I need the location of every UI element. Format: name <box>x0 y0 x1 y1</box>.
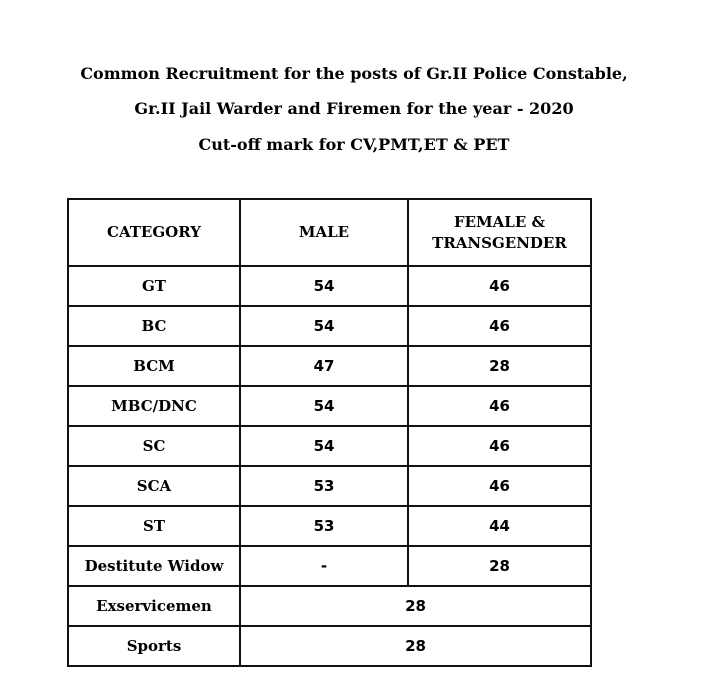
cutoff-table <box>67 198 592 667</box>
male-cell: 53 <box>240 506 408 546</box>
category-cell: ST <box>68 506 240 546</box>
header-female-transgender <box>408 199 591 266</box>
table-row <box>68 546 591 586</box>
merged-value-cell: 28 <box>240 626 591 666</box>
female-cell: 46 <box>408 386 591 426</box>
male-cell: 47 <box>240 346 408 386</box>
male-cell: 54 <box>240 426 408 466</box>
table-row <box>68 466 591 506</box>
female-cell: 28 <box>408 546 591 586</box>
header-category: CATEGORY <box>68 199 240 266</box>
female-cell: 46 <box>408 306 591 346</box>
table-row <box>68 306 591 346</box>
title-line-1: Common Recruitment for the posts of Gr.II Police Constable, <box>80 64 628 83</box>
title-line-3: Cut-off mark for CV,PMT,ET & PET <box>198 135 510 154</box>
table-row-merged <box>68 586 591 626</box>
category-cell: MBC/DNC <box>68 386 240 426</box>
table-row <box>68 426 591 466</box>
category-cell: SCA <box>68 466 240 506</box>
male-cell: - <box>240 546 408 586</box>
female-cell: 44 <box>408 506 591 546</box>
male-cell: 53 <box>240 466 408 506</box>
merged-value-cell: 28 <box>240 586 591 626</box>
header-female-line-1: FEMALE & <box>453 212 546 231</box>
female-cell: 28 <box>408 346 591 386</box>
table-row <box>68 266 591 306</box>
table-row <box>68 346 591 386</box>
category-cell: BC <box>68 306 240 346</box>
table-row <box>68 506 591 546</box>
title-line-2: Gr.II Jail Warder and Firemen for the year - 2020 <box>134 99 574 118</box>
category-cell: Sports <box>68 626 240 666</box>
category-cell: BCM <box>68 346 240 386</box>
header-female-line-2: TRANSGENDER <box>432 233 567 252</box>
male-cell: 54 <box>240 266 408 306</box>
male-cell: 54 <box>240 306 408 346</box>
category-cell: GT <box>68 266 240 306</box>
female-cell: 46 <box>408 266 591 306</box>
table-row <box>68 386 591 426</box>
category-cell: Exservicemen <box>68 586 240 626</box>
header-male: MALE <box>240 199 408 266</box>
table-header-row <box>68 199 591 266</box>
female-cell: 46 <box>408 426 591 466</box>
female-cell: 46 <box>408 466 591 506</box>
male-cell: 54 <box>240 386 408 426</box>
category-cell: SC <box>68 426 240 466</box>
category-cell: Destitute Widow <box>68 546 240 586</box>
table-row-merged <box>68 626 591 666</box>
